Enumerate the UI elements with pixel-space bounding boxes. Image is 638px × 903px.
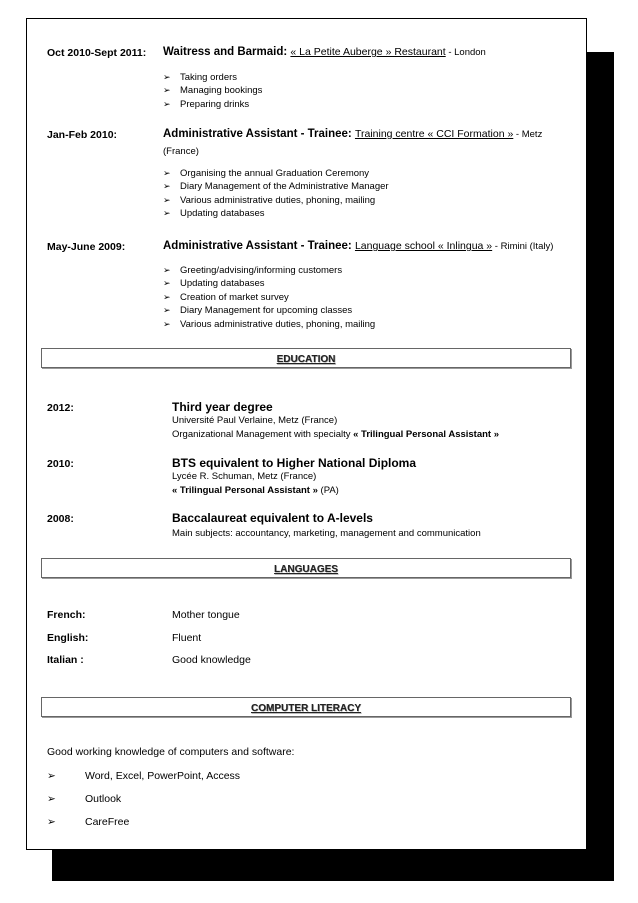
language-level: Good knowledge [172, 654, 251, 666]
list-item: ➢ Diary Management for upcoming classes [163, 305, 353, 317]
education-year: 2010: [47, 458, 74, 470]
education-year: 2012: [47, 402, 74, 414]
job-date: Jan-Feb 2010: [47, 129, 118, 141]
languages-section-header [41, 558, 571, 578]
job-location: - London [445, 47, 486, 58]
job-task-list [163, 264, 375, 331]
list-item: ➢ Taking orders [163, 72, 238, 83]
education-year: 2008: [47, 513, 74, 525]
section-title: EDUCATION [276, 354, 336, 365]
job-role: Waitress and Barmaid: [163, 46, 288, 58]
cv-page [26, 18, 587, 850]
section-title: LANGUAGES [274, 564, 338, 575]
arrow-bullet-icon: ➢ [163, 208, 171, 219]
section-title: COMPUTER LITERACY [251, 703, 361, 714]
list-item: ➢ Updating databases [163, 208, 265, 220]
job-date: May-June 2009: [47, 241, 126, 253]
job-role: Administrative Assistant - Trainee: [163, 240, 352, 252]
list-item: ➢ Greeting/advising/informing customers [163, 265, 343, 276]
list-item: ➢ Word, Excel, PowerPoint, Access [47, 770, 241, 782]
arrow-bullet-icon: ➢ [163, 194, 171, 205]
job-title [163, 46, 486, 58]
education-detail: Organizational Management with specialty « Trilingual Personal Assistant » [172, 429, 500, 440]
job-place: Training centre « CCI Formation » [354, 128, 514, 140]
arrow-bullet-icon: ➢ [163, 291, 171, 302]
computer-intro: Good working knowledge of computers and software: [47, 746, 295, 758]
job-role: Administrative Assistant - Trainee: [163, 128, 352, 140]
language-level: Fluent [172, 632, 202, 644]
education-school: Université Paul Verlaine, Metz (France) [172, 415, 338, 426]
education-section-header [41, 348, 571, 368]
list-item: ➢ Creation of market survey [163, 291, 289, 303]
job-title [163, 128, 542, 140]
list-item: ➢ Managing bookings [163, 85, 263, 97]
language-name: French: [47, 609, 86, 621]
list-item: ➢ Preparing drinks [163, 98, 250, 110]
language-level: Mother tongue [172, 609, 240, 621]
language-name: English: [47, 632, 89, 644]
education-school: Lycée R. Schuman, Metz (France) [172, 471, 317, 482]
list-item: ➢ Diary Management of the Administrative Manager [163, 181, 389, 193]
education-title: Third year degree [172, 400, 273, 414]
job-date: Oct 2010-Sept 2011: [47, 47, 147, 59]
list-item: ➢ CareFree [47, 816, 130, 828]
job-location: - Rimini (Italy) [492, 241, 554, 252]
arrow-bullet-icon: ➢ [163, 278, 171, 289]
list-item: ➢ Updating databases [163, 278, 265, 290]
education-title: Baccalaureat equivalent to A-levels [172, 511, 373, 525]
arrow-bullet-icon: ➢ [163, 72, 171, 82]
list-item: ➢ Outlook [47, 793, 122, 805]
arrow-bullet-icon: ➢ [163, 265, 171, 275]
arrow-bullet-icon: ➢ [163, 98, 171, 109]
arrow-bullet-icon: ➢ [163, 305, 171, 316]
computer-section-header [41, 697, 571, 717]
job-task-list [163, 71, 262, 111]
arrow-bullet-icon: ➢ [163, 168, 171, 178]
list-item: ➢ Organising the annual Graduation Ceremony [163, 168, 370, 179]
arrow-bullet-icon: ➢ [47, 793, 56, 805]
language-name: Italian : [47, 654, 84, 666]
list-item: ➢ Various administrative duties, phoning, mailing [163, 194, 376, 206]
job-location: - Metz [513, 129, 543, 140]
education-detail: « Trilingual Personal Assistant » (PA) [172, 485, 339, 496]
arrow-bullet-icon: ➢ [47, 770, 56, 782]
job-place: « La Petite Auberge » Restaurant [290, 46, 446, 58]
list-item: ➢ Various administrative duties, phoning, mailing [163, 318, 376, 330]
job-location-line2: (France) [163, 146, 199, 157]
arrow-bullet-icon: ➢ [163, 181, 171, 192]
arrow-bullet-icon: ➢ [163, 318, 171, 329]
arrow-bullet-icon: ➢ [47, 816, 56, 828]
job-place: Language school « Inlingua » [354, 240, 493, 252]
job-task-list [163, 167, 389, 221]
arrow-bullet-icon: ➢ [163, 85, 171, 96]
education-title: BTS equivalent to Higher National Diploma [172, 456, 417, 470]
job-title [163, 240, 553, 252]
education-detail: Main subjects: accountancy, marketing, management and communication [172, 528, 481, 539]
